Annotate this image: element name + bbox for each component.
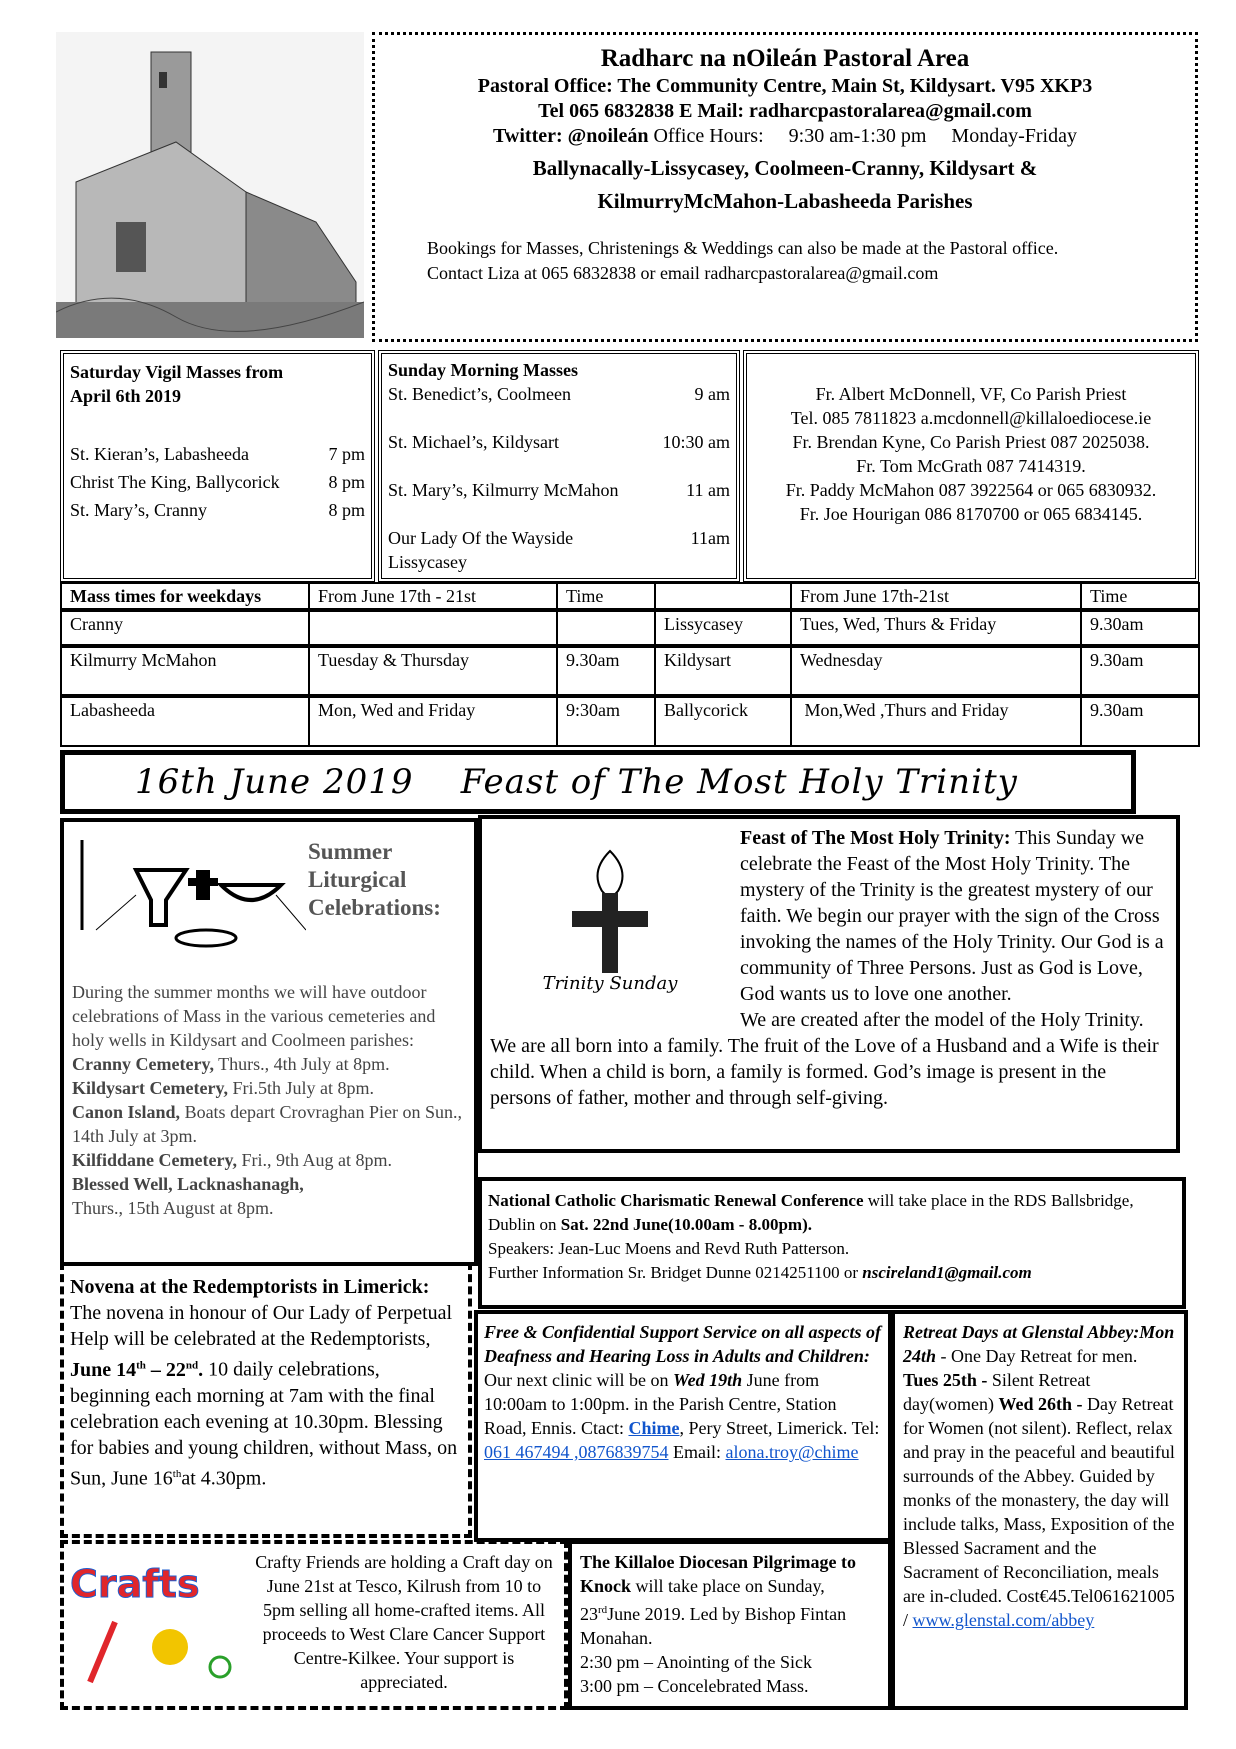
sunday-item-location: Lissycasey bbox=[388, 552, 467, 572]
trinity-heading: Feast of The Most Holy Trinity: bbox=[740, 827, 1011, 849]
weekday-masses-table bbox=[60, 582, 1200, 744]
saturday-item: St. Mary’s, Cranny 8 pm bbox=[70, 500, 365, 520]
sunday-item: St. Michael’s, Kildysart 10:30 am bbox=[388, 432, 730, 452]
trinity-article bbox=[478, 815, 1180, 1153]
priest-line: Fr. Joe Hourigan 086 8170700 or 065 6834145. bbox=[799, 504, 1143, 524]
pastoral-header bbox=[372, 32, 1198, 342]
parishes-line-2: KilmurryMcMahon-Labasheeda Parishes bbox=[597, 189, 973, 213]
pilgrimage-line: 3:00 pm – Concelebrated Mass. bbox=[580, 1676, 809, 1696]
summer-title-1: Summer bbox=[308, 839, 393, 864]
priests-box bbox=[743, 350, 1199, 582]
pilgrimage-box: The Killaloe Diocesan Pilgrimage to Knock will take place on Sunday, 23rdJune 2019. Led by Bishop Fintan Monahan. 2:30 pm – Anointing of the Sick 3:00 pm – Concelebrated Mass. bbox=[568, 1540, 892, 1710]
trinity-sunday-icon bbox=[490, 831, 730, 1011]
trinity-para1: This Sunday we celebrate the Feast of the Most Holy Trinity. The mystery of the Trinity is the greatest mystery of our faith. We begin our prayer with the sign of the Cross invoking the names of the Holy Trinity. Our God is a community of Three Persons. Just as God is Love, God wants us to love one another. bbox=[740, 827, 1164, 1005]
conference-date: Sat. 22nd June(10.00am - 8.00pm). bbox=[560, 1215, 812, 1234]
office-address: Pastoral Office: The Community Centre, Main St, Kildysart. V95 XKP3 bbox=[477, 75, 1093, 97]
church-ruin-sketch-icon bbox=[56, 32, 364, 338]
crafts-text: Crafty Friends are holding a Craft day on June 21st at Tesco, Kilrush from 10 to 5pm selling all home-crafted items. All proceeds to West Clare Cancer Support Centre-Kilkee. Your support is appreciated. bbox=[255, 1552, 553, 1692]
svg-text:Trinity Sunday: Trinity Sunday bbox=[542, 973, 678, 994]
summer-header bbox=[72, 830, 466, 980]
deafness-heading: Free & Confidential Support Service on all aspects of Deafness and Hearing Loss in Adults and Children: bbox=[484, 1322, 882, 1366]
novena-heading: Novena at the Redemptorists in Limerick: bbox=[70, 1276, 430, 1298]
conference-heading: National Catholic Charismatic Renewal Conference bbox=[488, 1191, 864, 1210]
summer-celebrations-box bbox=[60, 818, 478, 1266]
conference-info: Further Information Sr. Bridget Dunne 0214251100 or nscireland1@gmail.com bbox=[488, 1263, 1032, 1282]
chime-link[interactable]: Chime bbox=[628, 1418, 680, 1438]
priest-line: Fr. Brendan Kyne, Co Parish Priest 087 2025038. bbox=[792, 432, 1150, 452]
chalice-altar-icon bbox=[76, 830, 306, 950]
church-ruin-image bbox=[56, 32, 364, 338]
summer-event: Kildysart Cemetery, Fri.5th July at 8pm. bbox=[72, 1078, 374, 1098]
saturday-title: Saturday Vigil Masses from bbox=[70, 362, 284, 382]
crafts-box bbox=[60, 1540, 568, 1710]
trinity-para2: We are created after the model of the Holy Trinity. We are all born into a family. The fruit of the Love of a Husband and a Wife is their child. When a child is born, a family is formed. God’s image is present in the persons of father, mother and through self-giving. bbox=[490, 1009, 1159, 1109]
summer-title-3: Celebrations: bbox=[308, 895, 441, 920]
saturday-subtitle: April 6th 2019 bbox=[70, 386, 182, 406]
sunday-item: Our Lady Of the Wayside 11am bbox=[388, 528, 730, 548]
priest-line: Fr. Albert McDonnell, VF, Co Parish Priest bbox=[815, 384, 1127, 404]
twitter-handle[interactable]: Twitter: @noileán bbox=[493, 125, 649, 147]
priest-line: Fr. Paddy McMahon 087 3922564 or 065 6830932. bbox=[785, 480, 1157, 500]
novena-box: Novena at the Redemptorists in Limerick: The novena in honour of Our Lady of Perpetual Help will be celebrated at the Redemptorists, June 14th – 22nd. 10 daily celebrations, beginning each morning at 7am with the final celebration each evening at 10.30pm. Blessing for babies and young children, without Mass, on Sun, June 16that 4.30pm. bbox=[60, 1262, 472, 1538]
summer-event: Canon Island, Boats depart Crovraghan Pier on Sun., 14th July at 3pm. bbox=[72, 1102, 463, 1146]
saturday-item: St. Kieran’s, Labasheeda 7 pm bbox=[70, 444, 365, 464]
saturday-item: Christ The King, Ballycorick 8 pm bbox=[70, 472, 365, 492]
table-row: Labasheeda Mon, Wed and Friday 9:30am Ballycorick Mon,Wed ,Thurs and Friday 9.30am bbox=[61, 696, 1199, 746]
conference-box: National Catholic Charismatic Renewal Conference will take place in the RDS Ballsbridge, Dublin on Sat. 22nd June(10.00am - 8.00pm). Speakers: Jean-Luc Moens and Revd Ruth Patterson. Further Information Sr. Bridget Dunne 0214251100 or nscireland1@gmail.com bbox=[478, 1177, 1186, 1309]
contact-text: Contact Liza at 065 6832838 or email radharcpastoralarea@gmail.com bbox=[427, 263, 939, 283]
pastoral-title: Radharc na nOileán Pastoral Area bbox=[600, 45, 970, 72]
retreat-box: Retreat Days at Glenstal Abbey:Mon 24th - One Day Retreat for men. Tues 25th - Silent Retreat day(women) Wed 26th - Day Retreat for Women (not silent). Reflect, relax and pray in the peaceful and beautiful surrounds of the Abbey. Guided by monks of the monastery, the day will include talks, Mass, Exposition of the Blessed Sacrament and the Sacrament of Reconciliation, meals are in-cluded. Cost€45.Tel061621005 / www.glenstal.com/abbey bbox=[891, 1310, 1188, 1710]
saturday-vigil-box bbox=[60, 350, 375, 582]
crafts-logo-text: Crafts bbox=[70, 1562, 200, 1606]
conference-email[interactable]: nscireland1@gmail.com bbox=[862, 1263, 1032, 1282]
feast-banner: 16th June 2019 Feast of The Most Holy Trinity bbox=[60, 750, 1136, 814]
email-link[interactable]: alona.troy@chime bbox=[725, 1442, 859, 1462]
table-header-row: Mass times for weekdays From June 17th - 21st Time From June 17th-21st Time bbox=[61, 583, 1199, 610]
table-row: Cranny Lissycasey Tues, Wed, Thurs & Friday 9.30am bbox=[61, 610, 1199, 646]
summer-intro: During the summer months we will have outdoor celebrations of Mass in the various cemeteries and holy wells in Kildysart and Coolmeen parishes: bbox=[72, 982, 436, 1050]
parishes-line-1: Ballynacally-Lissycasey, Coolmeen-Cranny, Kildysart & bbox=[532, 156, 1038, 180]
sunday-masses-box bbox=[378, 350, 740, 582]
pilgrimage-line: 2:30 pm – Anointing of the Sick bbox=[580, 1652, 812, 1672]
summer-body bbox=[72, 980, 466, 1220]
bookings-text: Bookings for Masses, Christenings & Weddings can also be made at the Pastoral office. bbox=[427, 238, 1059, 258]
sunday-item: St. Mary’s, Kilmurry McMahon 11 am bbox=[388, 480, 730, 500]
summer-event: Cranny Cemetery, Thurs., 4th July at 8pm. bbox=[72, 1054, 390, 1074]
bookings-info bbox=[375, 236, 1195, 286]
glenstal-link[interactable]: www.glenstal.com/abbey bbox=[912, 1610, 1095, 1630]
summer-title-2: Liturgical bbox=[308, 867, 407, 892]
priest-line: Fr. Tom McGrath 087 7414319. bbox=[856, 456, 1086, 476]
twitter-office-hours bbox=[375, 125, 1195, 148]
sunday-item: St. Benedict’s, Coolmeen 9 am bbox=[388, 384, 730, 404]
table-row: Kilmurry McMahon Tuesday & Thursday 9.30am Kildysart Wednesday 9.30am bbox=[61, 646, 1199, 696]
priest-line: Tel. 085 7811823 a.mcdonnell@killaloediocese.ie bbox=[790, 408, 1152, 428]
tel-link[interactable]: 061 467494 bbox=[484, 1442, 570, 1462]
deafness-support-box: Free & Confidential Support Service on all aspects of Deafness and Hearing Loss in Adults and Children: Our next clinic will be on Wed 19th June from 10:00am to 1:00pm. in the Parish Centre, Station Road, Ennis. Ctact: Chime, Pery Street, Limerick. Tel: 061 467494 ,0876839754 Email: alona.troy@chime bbox=[474, 1310, 892, 1542]
crafts-tools-icon bbox=[70, 1612, 240, 1692]
conference-speakers: Speakers: Jean-Luc Moens and Revd Ruth Patterson. bbox=[488, 1239, 850, 1258]
summer-event: Kilfiddane Cemetery, Fri., 9th Aug at 8pm. bbox=[72, 1150, 392, 1170]
sunday-title: Sunday Morning Masses bbox=[388, 360, 579, 380]
pilgrimage-heading: The Killaloe Diocesan Pilgrimage to Knock bbox=[580, 1552, 856, 1596]
retreat-heading: Retreat Days at Glenstal Abbey:Mon 24th bbox=[903, 1322, 1175, 1366]
crafts-logo bbox=[70, 1550, 245, 1700]
contact-tel-email: Tel 065 6832838 E Mail: radharcpastoralarea@gmail.com bbox=[538, 100, 1032, 122]
summer-event: Blessed Well, Lacknashanagh, Thurs., 15th August at 8pm. bbox=[72, 1174, 304, 1218]
tel-link-2[interactable]: ,0876839754 bbox=[569, 1442, 669, 1462]
office-hours: Office Hours: 9:30 am-1:30 pm Monday-Friday bbox=[653, 125, 1077, 147]
